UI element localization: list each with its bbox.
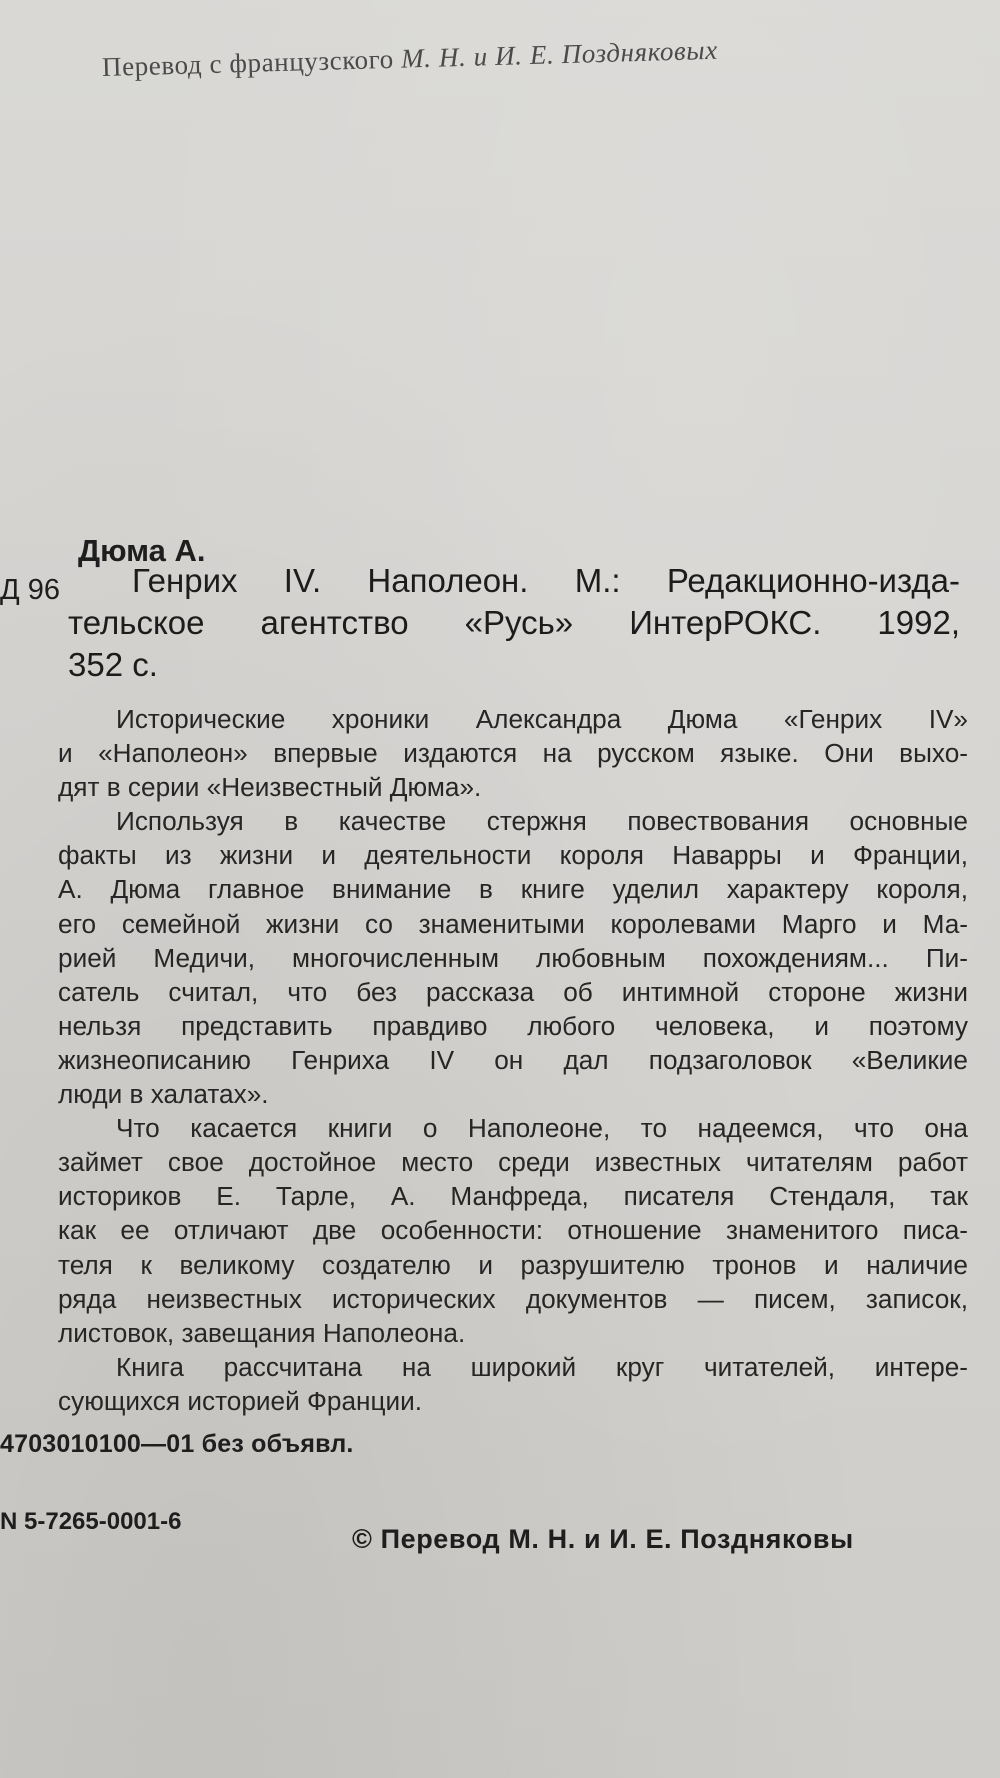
annotation-line: Исторические хроники Александра Дюма «Генрих IV» [116,704,968,734]
annotation-line: листовок, завещания Наполеона. [58,1317,466,1348]
bib-line: 352 с. [68,646,158,683]
annotation-line: его семейной жизни со знаменитыми королевами Марго и Ма- [58,908,968,939]
annotation-line: Используя в качестве стержня повествования основные [116,806,968,837]
annotation-line: Что касается книги о Наполеоне, то надеемся, что она [116,1113,968,1144]
annotation-line: ряда неизвестных исторических документов — писем, записок, [58,1283,968,1314]
annotation-line: рией Медичи, многочисленным любовным похождениям... Пи- [58,942,968,973]
annotation-line: жизнеописанию Генриха IV он дал подзаголовок «Великие [58,1044,968,1075]
copyright-notice: © Перевод М. Н. и И. Е. Поздняковы [352,1524,854,1554]
annotation-line: займет свое достойное место среди известных читателям работ [58,1147,968,1178]
author-heading: Дюма А. [78,533,206,568]
imprint-code: 4703010100—01 без объявл. [0,1430,354,1458]
annotation-line: люди в халатах». [58,1079,269,1110]
isbn: N 5-7265-0001-6 [0,1508,182,1535]
bib-line: Генрих IV. Наполеон. М.: Редакционно-изда- [132,562,960,599]
annotation-line: как ее отличают две особенности: отношение знаменитого писа- [58,1215,968,1246]
annotation-line: факты из жизни и деятельности короля Наварры и Франции, [58,840,968,871]
bib-line: тельское агентство «Русь» ИнтерРОКС. 1992, [68,604,960,641]
annotation-line: Книга рассчитана на широкий круг читателей, интере- [116,1351,968,1382]
annotation-line: и «Наполеон» впервые издаются на русском языке. Они выхо- [58,738,968,769]
annotation-line: сующихся историей Франции. [58,1385,423,1416]
annotation-line: историков Е. Тарле, А. Манфреда, писателя Стендаля, так [58,1181,968,1212]
bibliographic-record [68,560,960,686]
annotation-line: дят в серии «Неизвестный Дюма». [58,772,482,803]
annotation-text [58,702,968,1418]
annotation-line: теля к великому создателю и разрушителю тронов и наличие [58,1249,968,1280]
annotation-line: сатель считал, что без рассказа об интимной стороне жизни [58,976,968,1007]
annotation-line: А. Дюма главное внимание в книге уделил характеру короля, [58,874,968,905]
annotation-line: нельзя представить правдиво любого человека, и поэтому [58,1010,968,1041]
translator-note [102,35,719,83]
translator-note-prefix: Перевод с французского [101,43,402,82]
translator-names: М. Н. и И. Е. Поздняковых [400,34,719,74]
catalog-code: Д 96 [0,574,60,606]
